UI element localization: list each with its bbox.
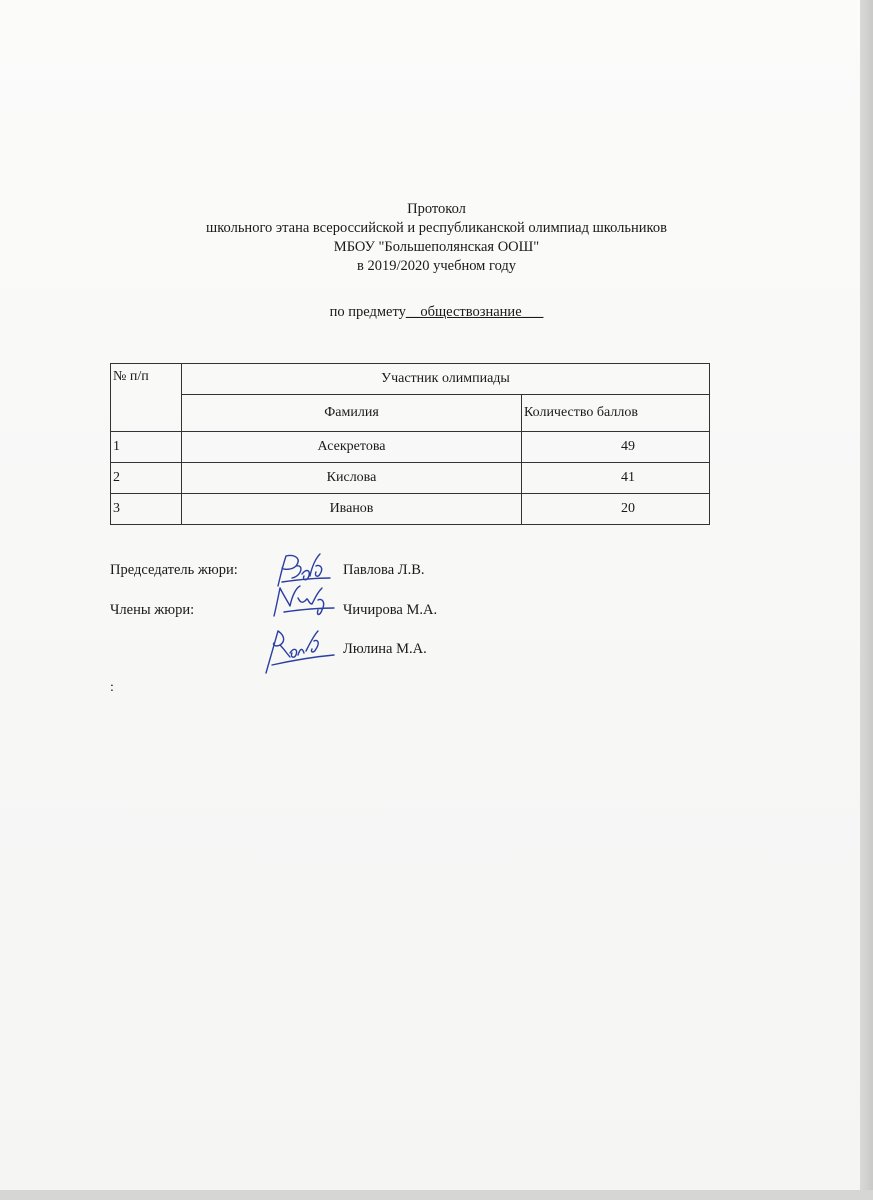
document-header xyxy=(0,200,873,276)
col-surname-header: Фамилия xyxy=(182,395,522,432)
jury-member-name: Чичирова М.А. xyxy=(343,602,438,618)
row-surname: Иванов xyxy=(182,494,522,525)
col-score-header: Количество баллов xyxy=(522,395,710,432)
scan-edge-bottom xyxy=(0,1190,873,1200)
table-row xyxy=(111,463,710,494)
subject-label: по предмету xyxy=(329,304,406,320)
jury-member-name: Люлина М.А. xyxy=(343,641,427,657)
row-score: 20 xyxy=(522,494,710,525)
header-line-olympiad: школьного этана всероссийской и республиканской олимпиад школьников xyxy=(206,220,667,236)
signature-member-2 xyxy=(262,625,336,677)
header-line-year: в 2019/2020 учебном году xyxy=(356,258,517,274)
document-title: Протокол xyxy=(407,201,466,217)
row-surname: Кислова xyxy=(182,463,522,494)
row-score: 41 xyxy=(522,463,710,494)
row-num: 3 xyxy=(111,494,182,525)
subject-line xyxy=(0,304,873,321)
scan-edge-right xyxy=(860,0,873,1200)
jury-members-label: Члены жюри: xyxy=(110,602,195,618)
col-num-header: № п/п xyxy=(111,364,182,432)
table-row xyxy=(111,432,710,463)
row-num: 2 xyxy=(111,463,182,494)
subject-value: __обществознание_ xyxy=(405,304,529,320)
row-surname: Асекретова xyxy=(182,432,522,463)
header-line-school: МБОУ "Большеполянская ООШ" xyxy=(333,239,540,255)
jury-chair-label: Председатель жюри: xyxy=(110,562,238,578)
subject-trailing: __ xyxy=(528,304,544,320)
results-table xyxy=(110,363,710,525)
signature-member-1 xyxy=(272,582,336,622)
row-num: 1 xyxy=(111,432,182,463)
stray-colon: : xyxy=(110,680,114,695)
col-participant-header: Участник олимпиады xyxy=(182,364,710,395)
table-header-row xyxy=(111,364,710,395)
table-subheader-row xyxy=(111,395,710,432)
table-row xyxy=(111,494,710,525)
row-score: 49 xyxy=(522,432,710,463)
jury-chair-name: Павлова Л.В. xyxy=(343,562,425,578)
